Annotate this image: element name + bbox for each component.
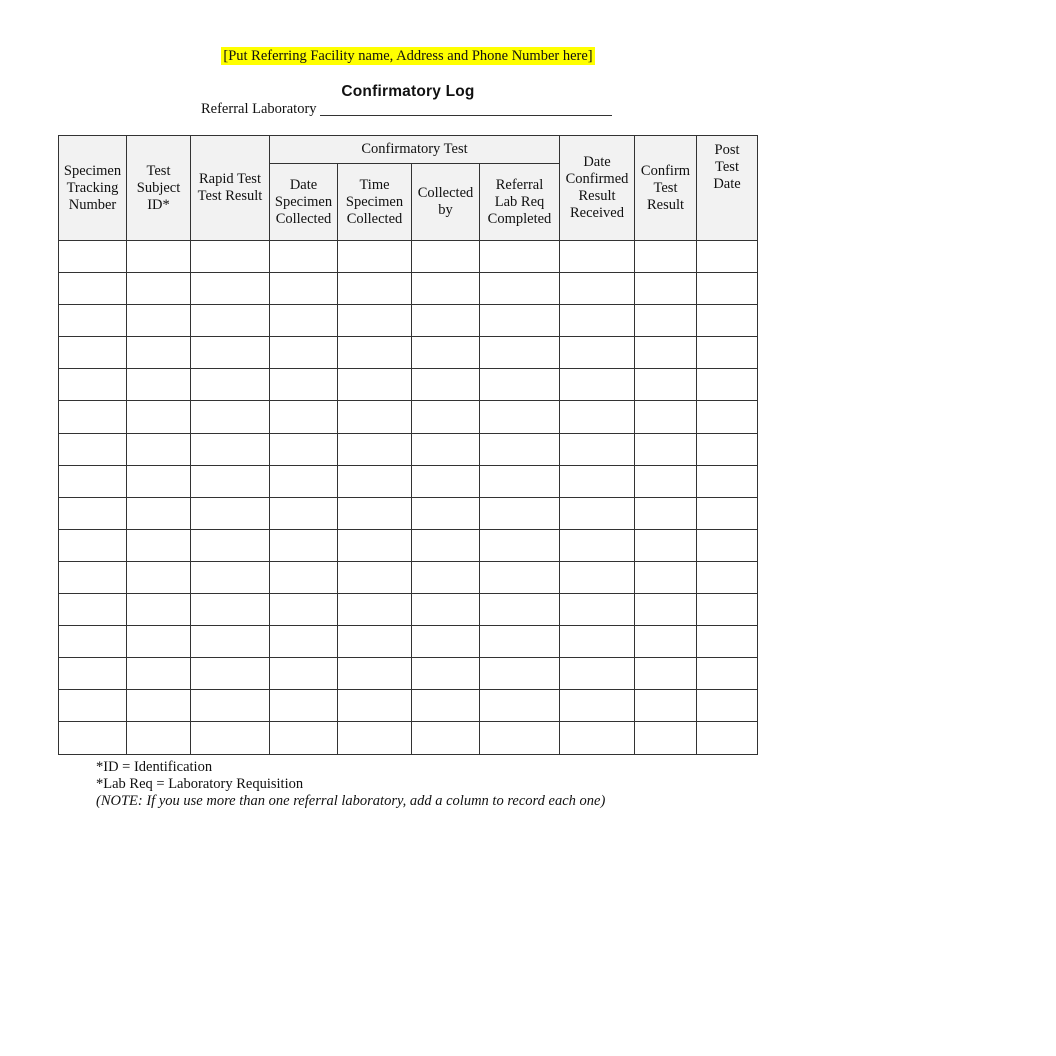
table-cell[interactable] — [697, 401, 758, 433]
table-cell[interactable] — [127, 337, 191, 369]
table-cell[interactable] — [635, 337, 697, 369]
footnote-note: (NOTE: If you use more than one referral laboratory, add a column to record each one) — [96, 793, 606, 809]
table-cell[interactable] — [480, 722, 560, 754]
table-cell[interactable] — [59, 337, 127, 369]
table-cell[interactable] — [59, 433, 127, 465]
table-cell[interactable] — [697, 626, 758, 658]
header-test-subject-id: Test Subject ID* — [127, 136, 191, 241]
table-cell[interactable] — [127, 626, 191, 658]
table-cell[interactable] — [412, 337, 480, 369]
table-cell[interactable] — [59, 594, 127, 626]
table-cell[interactable] — [412, 722, 480, 754]
table-cell[interactable] — [412, 401, 480, 433]
table-cell[interactable] — [338, 497, 412, 529]
table-cell[interactable] — [191, 241, 270, 273]
table-cell[interactable] — [480, 465, 560, 497]
table-cell[interactable] — [338, 241, 412, 273]
table-cell[interactable] — [127, 722, 191, 754]
table-row — [59, 369, 758, 401]
header-referral-lab-req-completed: Referral Lab Req Completed — [480, 164, 560, 241]
table-cell[interactable] — [560, 594, 635, 626]
table-cell[interactable] — [697, 369, 758, 401]
table-cell[interactable] — [59, 273, 127, 305]
table-cell[interactable] — [412, 561, 480, 593]
table-cell[interactable] — [127, 433, 191, 465]
table-cell[interactable] — [59, 626, 127, 658]
table-cell[interactable] — [412, 497, 480, 529]
table-cell[interactable] — [127, 465, 191, 497]
table-cell[interactable] — [59, 722, 127, 754]
table-cell[interactable] — [697, 273, 758, 305]
table-cell[interactable] — [338, 337, 412, 369]
table-row — [59, 241, 758, 273]
table-cell[interactable] — [635, 273, 697, 305]
table-row — [59, 594, 758, 626]
table-cell[interactable] — [127, 401, 191, 433]
table-cell[interactable] — [338, 273, 412, 305]
table-cell[interactable] — [560, 561, 635, 593]
table-cell[interactable] — [560, 465, 635, 497]
header-post-test-date: Post Test Date — [697, 136, 758, 241]
table-cell[interactable] — [635, 594, 697, 626]
table-cell[interactable] — [59, 241, 127, 273]
table-cell[interactable] — [191, 465, 270, 497]
table-cell[interactable] — [412, 369, 480, 401]
table-cell[interactable] — [412, 433, 480, 465]
table-cell[interactable] — [191, 561, 270, 593]
table-cell[interactable] — [697, 337, 758, 369]
table-cell[interactable] — [191, 626, 270, 658]
table-cell[interactable] — [59, 658, 127, 690]
table-cell[interactable] — [480, 369, 560, 401]
table-cell[interactable] — [560, 433, 635, 465]
table-cell[interactable] — [480, 305, 560, 337]
table-cell[interactable] — [59, 497, 127, 529]
table-cell[interactable] — [635, 401, 697, 433]
table-cell[interactable] — [270, 529, 338, 561]
table-cell[interactable] — [697, 241, 758, 273]
table-cell[interactable] — [697, 529, 758, 561]
table-cell[interactable] — [480, 241, 560, 273]
header-time-specimen-collected: Time Specimen Collected — [338, 164, 412, 241]
table-cell[interactable] — [191, 273, 270, 305]
table-cell[interactable] — [270, 690, 338, 722]
table-cell[interactable] — [59, 369, 127, 401]
table-row — [59, 722, 758, 754]
table-cell[interactable] — [59, 305, 127, 337]
table-cell[interactable] — [270, 401, 338, 433]
table-cell[interactable] — [191, 497, 270, 529]
table-cell[interactable] — [191, 690, 270, 722]
table-cell[interactable] — [480, 626, 560, 658]
table-cell[interactable] — [697, 433, 758, 465]
table-cell[interactable] — [560, 273, 635, 305]
table-cell[interactable] — [635, 497, 697, 529]
table-row — [59, 337, 758, 369]
table-cell[interactable] — [59, 690, 127, 722]
table-cell[interactable] — [697, 497, 758, 529]
header-rapid-test-result: Rapid Test Test Result — [191, 136, 270, 241]
table-cell[interactable] — [412, 690, 480, 722]
table-row — [59, 497, 758, 529]
table-row — [59, 273, 758, 305]
table-cell[interactable] — [697, 465, 758, 497]
footnote-id: *ID = Identification — [96, 759, 213, 775]
table-cell[interactable] — [412, 658, 480, 690]
table-cell[interactable] — [338, 594, 412, 626]
table-cell[interactable] — [697, 722, 758, 754]
table-row — [59, 305, 758, 337]
table-cell[interactable] — [270, 305, 338, 337]
table-cell[interactable] — [480, 594, 560, 626]
table-cell[interactable] — [412, 241, 480, 273]
header-collected-by: Collected by — [412, 164, 480, 241]
table-cell[interactable] — [338, 561, 412, 593]
table-cell[interactable] — [338, 722, 412, 754]
table-cell[interactable] — [697, 690, 758, 722]
table-row — [59, 626, 758, 658]
table-cell[interactable] — [635, 690, 697, 722]
table-cell[interactable] — [338, 690, 412, 722]
header-date-confirmed-result-received: Date Confirmed Result Received — [560, 136, 635, 241]
header-confirmatory-test-group: Confirmatory Test — [270, 136, 560, 164]
table-cell[interactable] — [635, 241, 697, 273]
table-cell[interactable] — [127, 529, 191, 561]
table-cell[interactable] — [560, 241, 635, 273]
table-cell[interactable] — [270, 561, 338, 593]
table-cell[interactable] — [127, 305, 191, 337]
table-cell[interactable] — [191, 722, 270, 754]
table-cell[interactable] — [338, 465, 412, 497]
table-cell[interactable] — [560, 529, 635, 561]
table-cell[interactable] — [270, 433, 338, 465]
table-cell[interactable] — [338, 433, 412, 465]
table-cell[interactable] — [480, 658, 560, 690]
table-cell[interactable] — [270, 497, 338, 529]
table-cell[interactable] — [191, 369, 270, 401]
table-cell[interactable] — [127, 369, 191, 401]
facility-placeholder — [0, 47, 816, 65]
table-cell[interactable] — [480, 529, 560, 561]
table-cell[interactable] — [270, 722, 338, 754]
table-row — [59, 401, 758, 433]
header-specimen-tracking-number: Specimen Tracking Number — [59, 136, 127, 241]
table-cell[interactable] — [697, 561, 758, 593]
table-cell[interactable] — [480, 273, 560, 305]
table-cell[interactable] — [191, 337, 270, 369]
facility-placeholder-text: [Put Referring Facility name, Address and Phone Number here] — [223, 48, 593, 64]
table-cell[interactable] — [270, 594, 338, 626]
table-cell[interactable] — [635, 529, 697, 561]
table-cell[interactable] — [191, 433, 270, 465]
header-date-specimen-collected: Date Specimen Collected — [270, 164, 338, 241]
table-cell[interactable] — [560, 337, 635, 369]
page-title: Confirmatory Log — [341, 83, 475, 100]
table-cell[interactable] — [480, 690, 560, 722]
table-row — [59, 529, 758, 561]
table-cell[interactable] — [635, 433, 697, 465]
table-cell[interactable] — [560, 497, 635, 529]
table-cell[interactable] — [697, 305, 758, 337]
table-cell[interactable] — [59, 529, 127, 561]
table-row — [59, 690, 758, 722]
table-cell[interactable] — [270, 273, 338, 305]
table-cell[interactable] — [127, 658, 191, 690]
table-cell[interactable] — [480, 561, 560, 593]
table-row — [59, 561, 758, 593]
table-cell[interactable] — [412, 626, 480, 658]
table-cell[interactable] — [560, 658, 635, 690]
table-cell[interactable] — [127, 690, 191, 722]
table-cell[interactable] — [480, 433, 560, 465]
table-cell[interactable] — [270, 369, 338, 401]
footnote-lab-req: *Lab Req = Laboratory Requisition — [96, 776, 304, 792]
table-cell[interactable] — [480, 497, 560, 529]
table-row — [59, 433, 758, 465]
table-cell[interactable] — [412, 465, 480, 497]
table-cell[interactable] — [635, 658, 697, 690]
table-row — [59, 658, 758, 690]
table-cell[interactable] — [338, 529, 412, 561]
table-cell[interactable] — [338, 658, 412, 690]
table-cell[interactable] — [127, 241, 191, 273]
table-cell[interactable] — [480, 401, 560, 433]
table-cell[interactable] — [560, 369, 635, 401]
table-row — [59, 465, 758, 497]
table-cell[interactable] — [697, 658, 758, 690]
table-cell[interactable] — [480, 337, 560, 369]
table-cell[interactable] — [635, 305, 697, 337]
table-cell[interactable] — [412, 529, 480, 561]
table-cell[interactable] — [127, 497, 191, 529]
table-cell[interactable] — [191, 529, 270, 561]
table-cell[interactable] — [635, 465, 697, 497]
table-cell[interactable] — [191, 305, 270, 337]
table-cell[interactable] — [560, 401, 635, 433]
table-cell[interactable] — [59, 401, 127, 433]
table-cell[interactable] — [270, 626, 338, 658]
table-cell[interactable] — [412, 305, 480, 337]
table-cell[interactable] — [59, 465, 127, 497]
table-cell[interactable] — [635, 626, 697, 658]
table-cell[interactable] — [191, 594, 270, 626]
log-body — [59, 241, 758, 755]
table-cell[interactable] — [560, 305, 635, 337]
table-cell[interactable] — [560, 722, 635, 754]
table-cell[interactable] — [635, 369, 697, 401]
table-cell[interactable] — [270, 337, 338, 369]
table-cell[interactable] — [560, 690, 635, 722]
table-cell[interactable] — [127, 561, 191, 593]
table-cell[interactable] — [560, 626, 635, 658]
table-cell[interactable] — [270, 241, 338, 273]
referral-laboratory-field — [201, 101, 612, 118]
table-cell[interactable] — [270, 658, 338, 690]
table-cell[interactable] — [191, 658, 270, 690]
table-cell[interactable] — [412, 594, 480, 626]
table-cell[interactable] — [635, 722, 697, 754]
table-cell[interactable] — [127, 273, 191, 305]
referral-laboratory-label: Referral Laboratory — [201, 101, 317, 117]
table-cell[interactable] — [59, 561, 127, 593]
table-cell[interactable] — [412, 273, 480, 305]
table-cell[interactable] — [191, 401, 270, 433]
table-cell[interactable] — [697, 594, 758, 626]
header-confirm-test-result: Confirm Test Result — [635, 136, 697, 241]
table-cell[interactable] — [127, 594, 191, 626]
table-cell[interactable] — [338, 305, 412, 337]
table-cell[interactable] — [270, 465, 338, 497]
table-cell[interactable] — [338, 401, 412, 433]
table-cell[interactable] — [338, 626, 412, 658]
table-cell[interactable] — [338, 369, 412, 401]
referral-laboratory-blank-line[interactable] — [320, 101, 612, 116]
confirmatory-log-table — [58, 135, 758, 755]
table-cell[interactable] — [635, 561, 697, 593]
